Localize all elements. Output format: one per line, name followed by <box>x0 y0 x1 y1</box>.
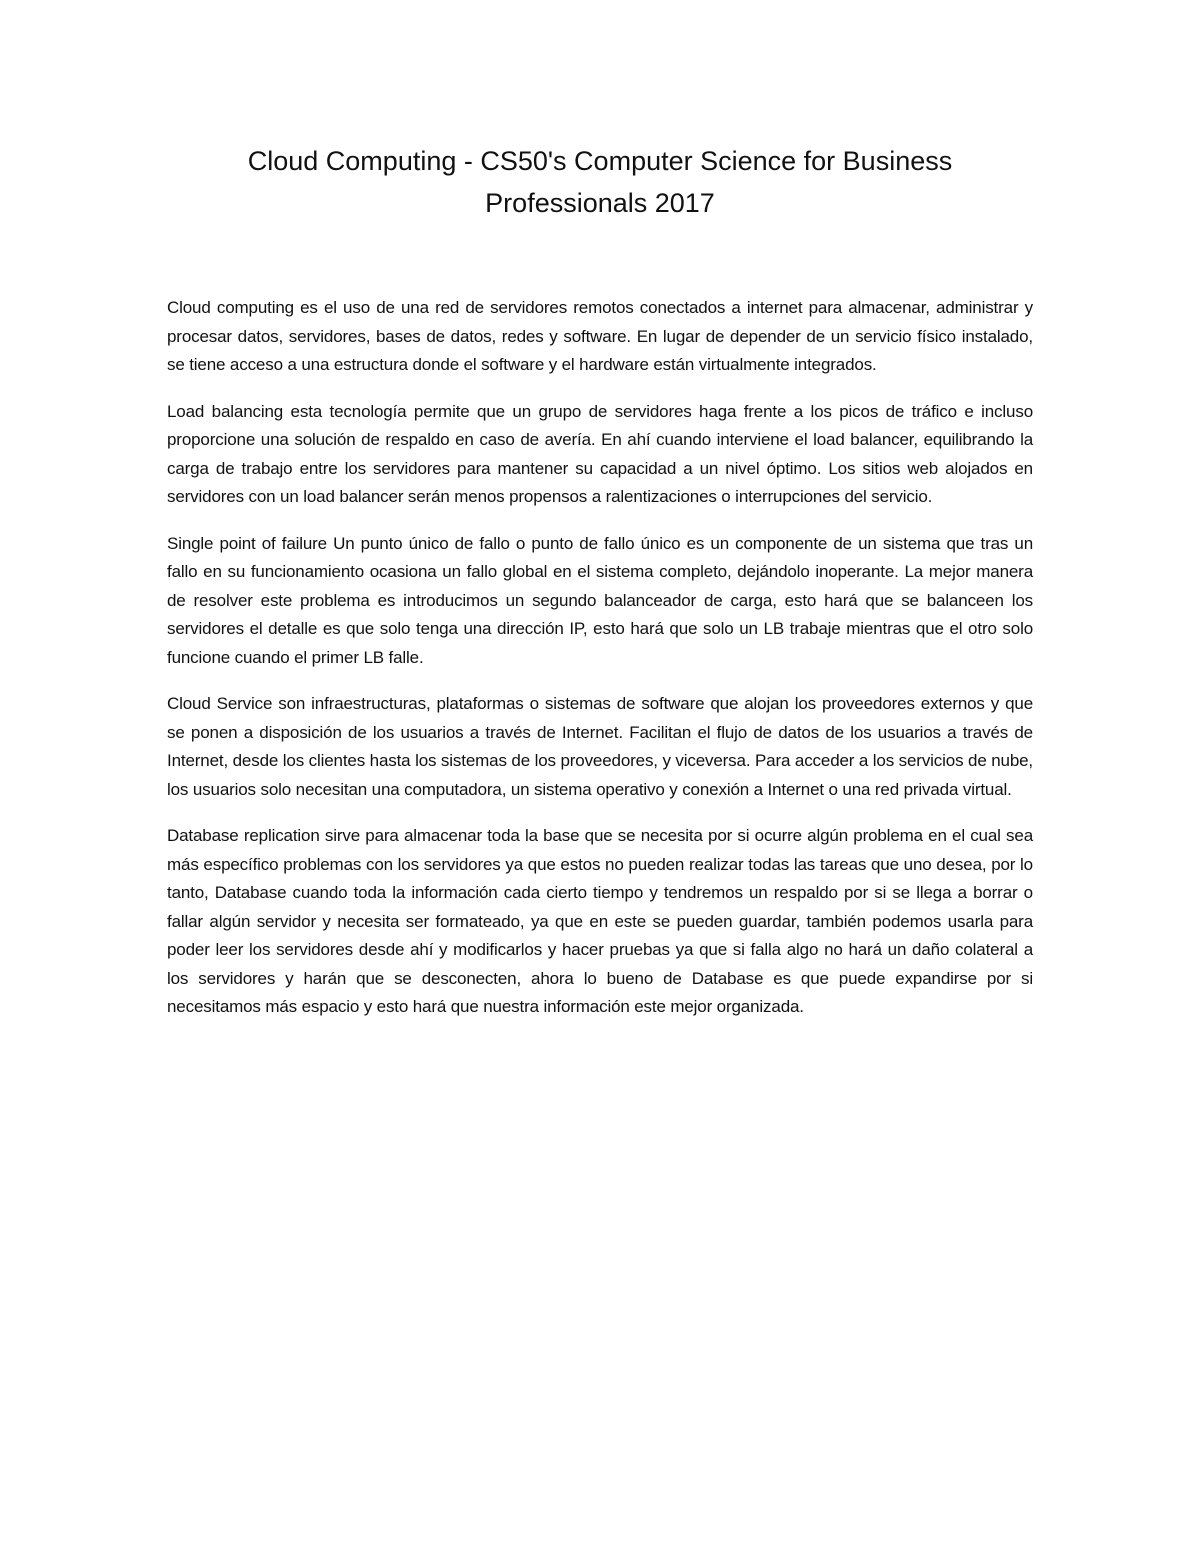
document-body <box>167 294 1033 1040</box>
paragraph-database-replication: Database replication sirve para almacenar toda la base que se necesita por si ocurre algún problema en el cual sea más específico problemas con los servidores ya que estos no pueden realizar todas las tareas que uno desea, por lo tanto, Database cuando toda la información cada cierto tiempo y tendremos un respaldo por si se llega a borrar o fallar algún servidor y necesita ser formateado, ya que en este se pueden guardar, también podemos usarla para poder leer los servidores desde ahí y modificarlos y hacer pruebas ya que si falla algo no hará un daño colateral a los servidores y harán que se desconecten, ahora lo bueno de Database es que puede expandirse por si necesitamos más espacio y esto hará que nuestra información este mejor organizada. <box>167 826 1033 1016</box>
paragraph-load-balancing: Load balancing esta tecnología permite que un grupo de servidores haga frente a los picos de tráfico e incluso proporcione una solución de respaldo en caso de avería. En ahí cuando interviene el load balancer, equilibrando la carga de trabajo entre los servidores para mantener su capacidad a un nivel óptimo. Los sitios web alojados en servidores con un load balancer serán menos propensos a ralentizaciones o interrupciones del servicio. <box>167 401 1033 506</box>
paragraph-cloud-computing: Cloud computing es el uso de una red de servidores remotos conectados a internet para almacenar, administrar y procesar datos, servidores, bases de datos, redes y software. En lugar de depender de un servicio físico instalado, se tiene acceso a una estructura donde el software y el hardware están virtualmente integrados. <box>167 298 1033 374</box>
document-title: Cloud Computing - CS50's Computer Science for Business Professionals 2017 <box>247 146 953 218</box>
paragraph-single-point-of-failure: Single point of failure Un punto único de fallo o punto de fallo único es un componente de un sistema que tras un fallo en su funcionamiento ocasiona un fallo global en el sistema completo, dejándolo inoperante. La mejor manera de resolver este problema es introducimos un segundo balanceador de carga, esto hará que se balanceen los servidores el detalle es que solo tenga una dirección IP, esto hará que solo un LB trabaje mientras que el otro solo funcione cuando el primer LB falle. <box>167 533 1033 667</box>
paragraph-cloud-service: Cloud Service son infraestructuras, plataformas o sistemas de software que alojan los proveedores externos y que se ponen a disposición de los usuarios a través de Internet. Facilitan el flujo de datos de los usuarios a través de Internet, desde los clientes hasta los sistemas de los proveedores, y viceversa. Para acceder a los servicios de nube, los usuarios solo necesitan una computadora, un sistema operativo y conexión a Internet o una red privada virtual. <box>167 694 1033 799</box>
